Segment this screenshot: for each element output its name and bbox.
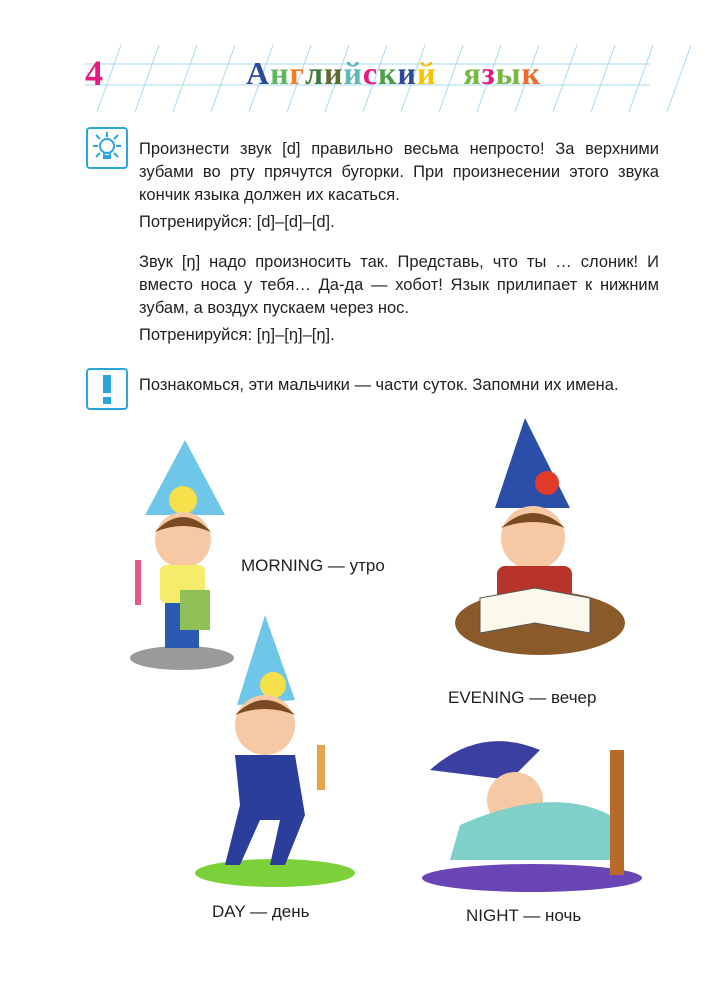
label-morning: MORNING — утро [241, 556, 385, 575]
title-letter: к [521, 55, 542, 91]
lightbulb-icon [86, 127, 128, 169]
exclamation-icon [86, 368, 128, 410]
label-day: DAY — день [212, 902, 310, 921]
practice-d: Потренируйся: [d]–[d]–[d]. [139, 213, 335, 231]
page-number: 4 [85, 53, 103, 93]
tip-text-d: Произнести звук [d] правильно весьма непросто! За верхними зубами во рту прячутся бугорки. При произнесении этого звука кончик языка должен их касаться. [139, 140, 659, 204]
title-letter: А [246, 55, 271, 91]
title-letter: и [397, 55, 417, 91]
title-letter: н [270, 55, 290, 91]
night-boy-illustration [420, 730, 645, 895]
title-letter: й [416, 55, 437, 91]
evening-boy-illustration [455, 418, 625, 658]
title-letter: з [481, 55, 496, 91]
title-letter: с [362, 55, 379, 91]
page-title [246, 55, 541, 92]
label-evening: EVENING — вечер [448, 688, 597, 707]
label-night: NIGHT — ночь [466, 906, 582, 925]
note-text: Познакомься, эти мальчики — части суток. Запомни их имена. [139, 376, 619, 394]
title-letter: ы [495, 55, 522, 91]
tip-paragraph-ng [139, 251, 659, 347]
title-letter: г [289, 55, 306, 91]
tip-text-ng: Звук [ŋ] надо произносить так. Представь, что ты … слоник! И вместо носа у тебя… Да-да — хобот! Язык прилипает к нижним зубам, а воздух пускаем через нос. [139, 253, 659, 317]
practice-ng: Потренируйся: [ŋ]–[ŋ]–[ŋ]. [139, 326, 335, 344]
tip-paragraph-d [139, 138, 659, 234]
title-letter: и [324, 55, 344, 91]
title-letter: я [463, 55, 482, 91]
title-letter: й [343, 55, 363, 91]
note-paragraph [139, 374, 659, 397]
title-letter: к [378, 55, 398, 91]
day-boy-illustration [195, 615, 360, 890]
title-letter: л [305, 55, 325, 91]
